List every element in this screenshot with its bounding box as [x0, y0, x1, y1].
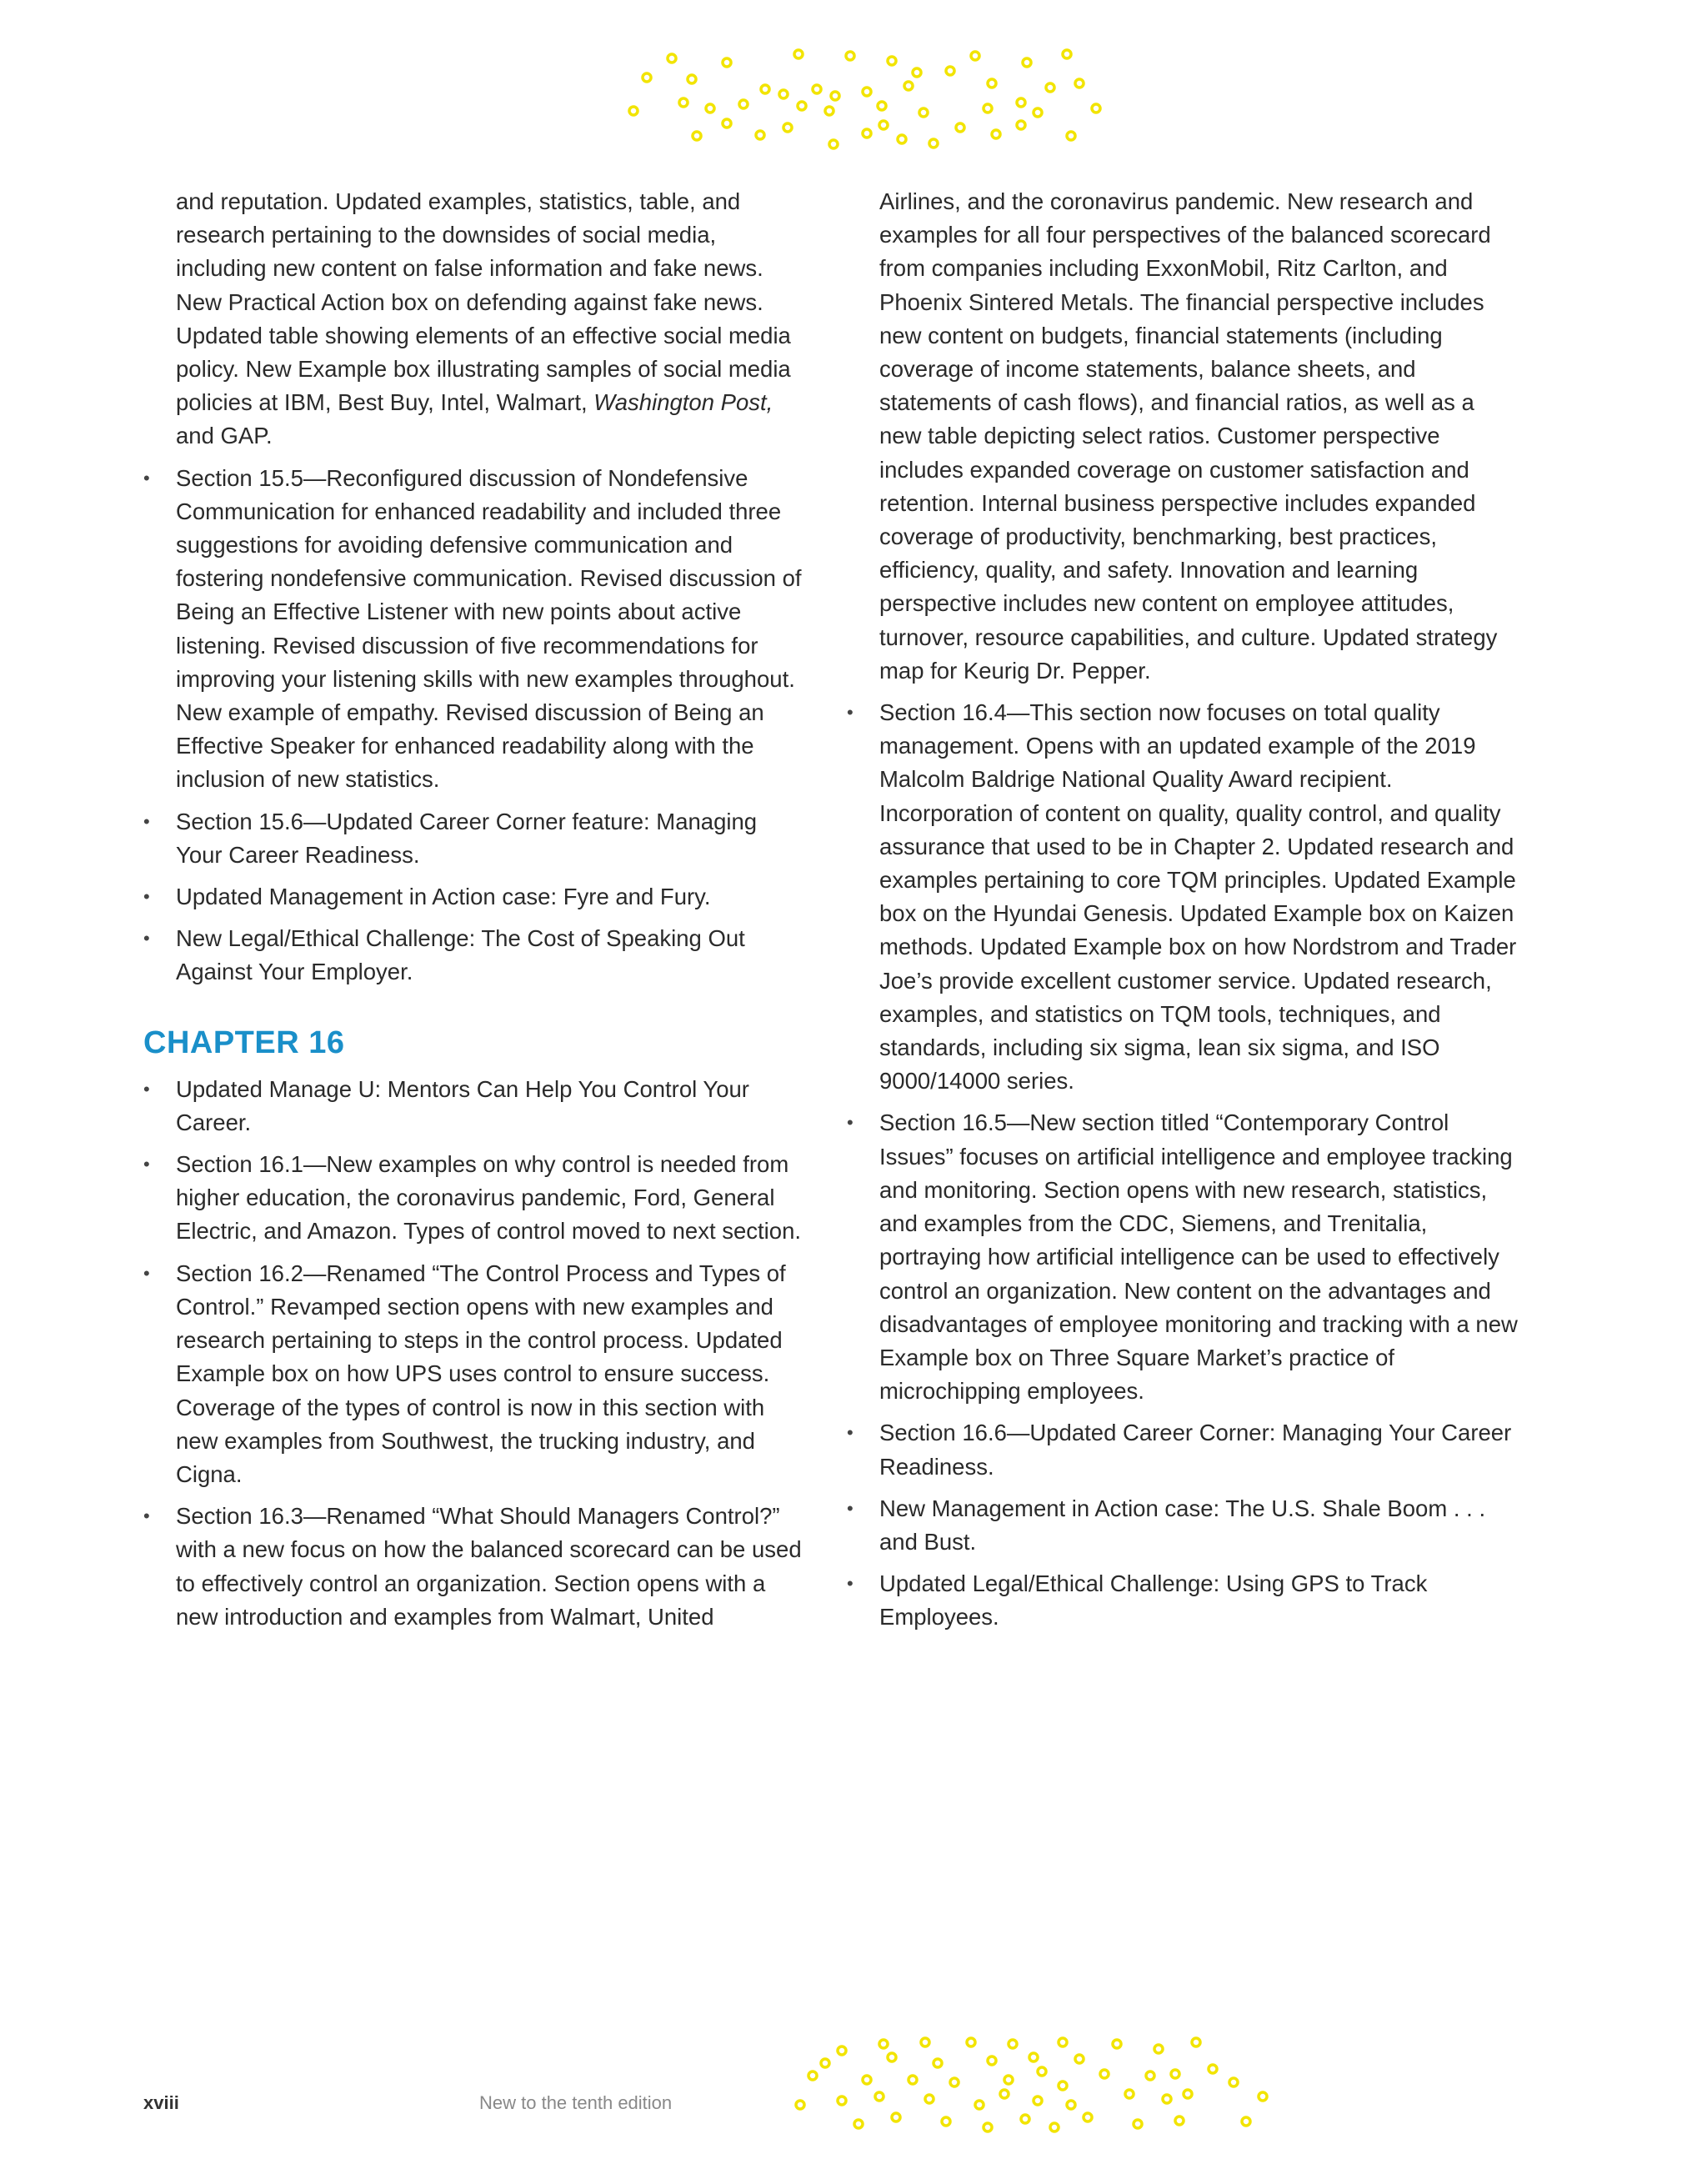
list-item: • Section 16.4—This section now focuses on total quality management. Opens with an updated example of the 2019 Malcolm Baldrige National Quality Award recipient. Incorporation of content on quality, quality control, and quality assurance that used to be in Chapter 2. Updated research and examples pertaining to core TQM principles. Updated Example box on the Hyundai Genesis. Updated Example box on Kaizen methods. Updated Example box on how Nordstrom and Trader Joe’s provide excellent customer service. Updated research, examples, and statistics on TQM tools, techniques, and standards, including six sigma, lean six sigma, and ISO 9000/14000 series. [847, 696, 1522, 1098]
publication-name: Washington Post, [593, 389, 773, 416]
left-column [143, 185, 802, 1634]
list-item: • New Legal/Ethical Challenge: The Cost of Speaking Out Against Your Employer. [143, 922, 802, 989]
continued-paragraph: Airlines, and the coronavirus pandemic. New research and examples for all four perspectives of the balanced scorecard from companies including ExxonMobil, Ritz Carlton, and Phoenix Sintered Metals. The financial perspective includes new content on budgets, financial statements (including coverage of income statements, balance sheets, and statements of cash flows), and financial ratios, as well as a new table depicting select ratios. Customer perspective includes expanded coverage on customer satisfaction and retention. Internal business perspective includes expanded coverage of productivity, benchmarking, best practices, efficiency, quality, and safety. Innovation and learning perspective includes new content on employee attitudes, turnover, resource capabilities, and culture. Updated strategy map for Keurig Dr. Pepper. [879, 188, 1498, 684]
chapter-heading: CHAPTER 16 [143, 1024, 345, 1060]
list-item: • Updated Management in Action case: Fyre and Fury. [143, 880, 802, 914]
list-item: • Section 16.6—Updated Career Corner: Managing Your Career Readiness. [847, 1416, 1522, 1483]
bottom-dot-decoration [788, 2034, 1288, 2151]
list-item: • Section 16.1—New examples on why control is needed from higher education, the coronavirus pandemic, Ford, General Electric, and Amazon. Types of control moved to next section. [143, 1148, 802, 1249]
right-column [847, 185, 1522, 1635]
list-item: • New Management in Action case: The U.S. Shale Boom . . . and Bust. [847, 1492, 1522, 1559]
running-title: New to the tenth edition [479, 2092, 673, 2113]
bullet-list-chapter-15 [143, 462, 802, 989]
page-number: xviii [143, 2092, 179, 2113]
bullet-list-chapter-16 [143, 1073, 802, 1634]
list-item: • Section 16.3—Renamed “What Should Managers Control?” with a new focus on how the balanced scorecard can be used to effectively control an organization. Section opens with a new introduction and examples from Walmart, United [143, 1500, 802, 1634]
bullet-list-right [847, 696, 1522, 1634]
list-item: • Updated Legal/Ethical Challenge: Using GPS to Track Employees. [847, 1567, 1522, 1634]
list-item: • Section 15.6—Updated Career Corner feature: Managing Your Career Readiness. [143, 805, 802, 872]
continued-paragraph: and reputation. Updated examples, statistics, table, and research pertaining to the downsides of social media, including new content on false information and fake news. New Practical Action box on defending against fake news. Updated table showing elements of an effective social media policy. New Example box illustrating samples of social media policies at IBM, Best Buy, Intel, Walmart, Washington Post, and GAP. [176, 188, 791, 449]
top-dot-decoration [617, 46, 1117, 154]
list-item: • Updated Manage U: Mentors Can Help You Control Your Career. [143, 1073, 802, 1140]
list-item: • Section 15.5—Reconfigured discussion of Nondefensive Communication for enhanced readability and included three suggestions for avoiding defensive communication and fostering nondefensive communication. Revised discussion of Being an Effective Listener with new points about active listening. Revised discussion of five recommendations for improving your listening skills with new examples throughout. New example of empathy. Revised discussion of Being an Effective Speaker for enhanced readability along with the inclusion of new statistics. [143, 462, 802, 797]
list-item: • Section 16.5—New section titled “Contemporary Control Issues” focuses on artificial intelligence and employee tracking and monitoring. Section opens with new research, statistics, and examples from the CDC, Siemens, and Trenitalia, portraying how artificial intelligence can be used to effectively control an organization. New content on the advantages and disadvantages of employee monitoring and tracking with a new Example box on Three Square Market’s practice of microchipping employees. [847, 1106, 1522, 1408]
list-item: • Section 16.2—Renamed “The Control Process and Types of Control.” Revamped section opens with new examples and research pertaining to steps in the control process. Updated Example box on how UPS uses control to ensure success. Coverage of the types of control is now in this section with new examples from Southwest, the trucking industry, and Cigna. [143, 1257, 802, 1491]
